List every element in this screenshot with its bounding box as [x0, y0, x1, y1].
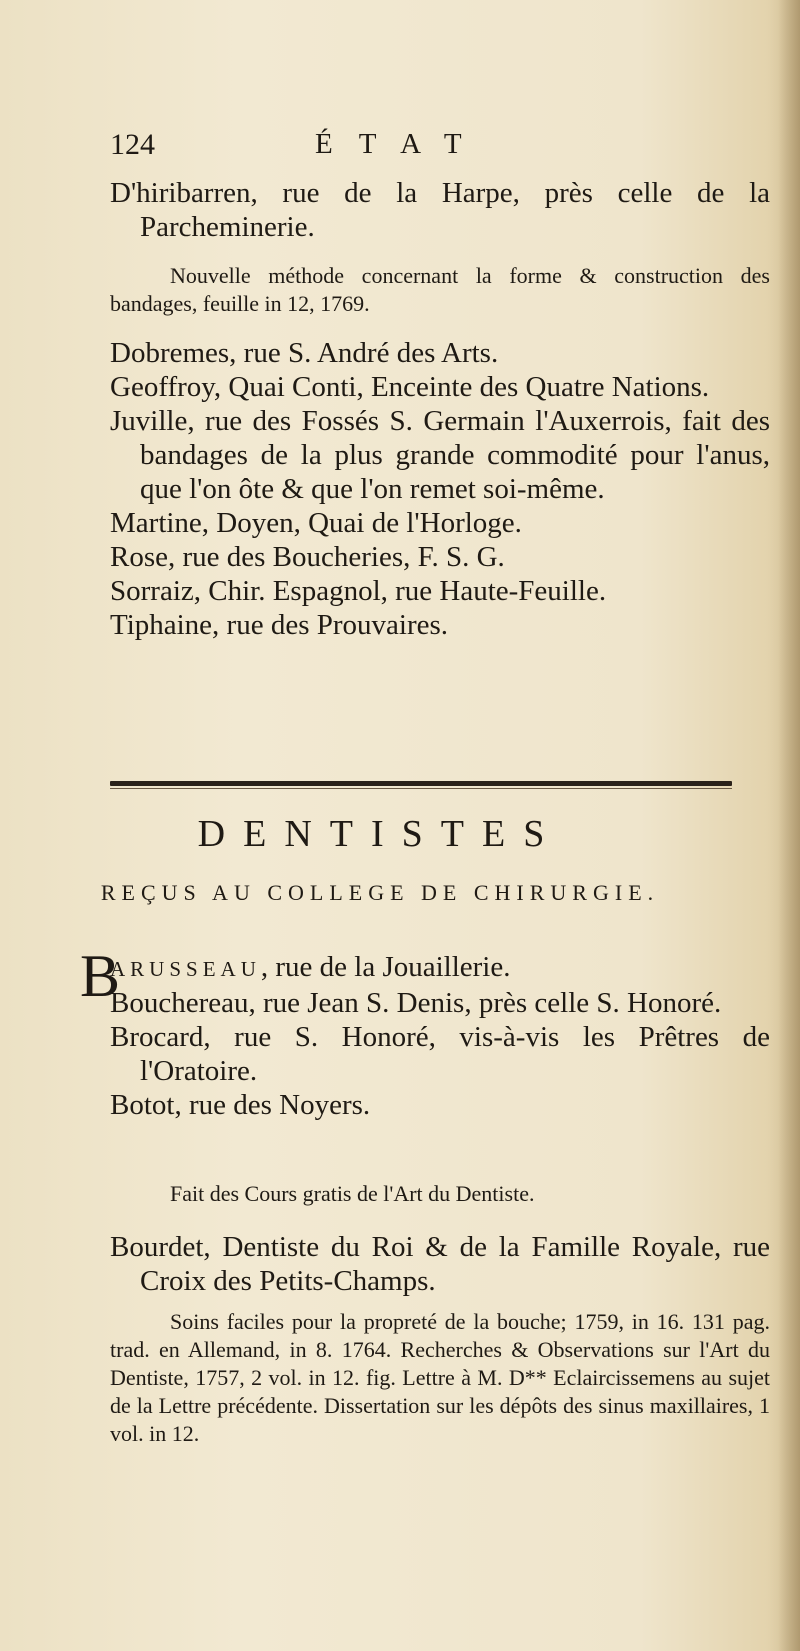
entry-bouchereau: Bouchereau, rue Jean S. Denis, près celle S. Honoré.: [110, 987, 722, 1019]
page-header: [110, 128, 730, 168]
entry-list-dentistes: [80, 943, 770, 1122]
entry-juville: Juville, rue des Fossés S. Germain l'Auxerrois, fait des bandages de la plus grande commodité pour l'anus, que l'on ôte & que l'on remet soi-même.: [110, 405, 770, 505]
note-botot: Fait des Cours gratis de l'Art du Dentiste.: [170, 1181, 535, 1206]
page-number: 124: [110, 128, 155, 161]
entry-dhiribarren: D'hiribarren, rue de la Harpe, près celle de la Parcheminerie.: [110, 177, 770, 243]
entry-bourdet: Bourdet, Dentiste du Roi & de la Famille Royale, rue Croix des Petits-Champs.: [110, 1231, 770, 1297]
page-gutter-shadow: [778, 0, 800, 1651]
entry-dobremes: Dobremes, rue S. André des Arts.: [110, 337, 499, 369]
barusseau-smallcaps: ARUSSEAU: [110, 957, 261, 981]
section-divider-thin-rule: [110, 788, 732, 789]
barusseau-address: , rue de la Jouaillerie.: [260, 951, 511, 983]
section-divider-rule: [110, 781, 732, 786]
entry-geoffroy: Geoffroy, Quai Conti, Enceinte des Quatre Nations.: [110, 371, 710, 403]
entry-brocard: Brocard, rue S. Honoré, vis-à-vis les Prêtres de l'Oratoire.: [110, 1021, 770, 1087]
note-bourdet: Soins faciles pour la propreté de la bouche; 1759, in 16. 131 pag. trad. en Allemand, in 8. 1764. Recherches & Observations sur l'Art du Dentiste, 1757, 2 vol. in 12. fig. Lettre à M. D** Eclaircissemens au sujet de la Lettre précédente. Dissertation sur les dépôts des sinus maxillaires, 1 vol. in 12.: [110, 1309, 770, 1446]
note-bandages: Nouvelle méthode concernant la forme & construction des bandages, feuille in 12, 1769.: [110, 263, 770, 316]
section-title: DENTISTES: [197, 813, 563, 855]
entry-martine: Martine, Doyen, Quai de l'Horloge.: [110, 507, 522, 539]
entry-list-section1: [110, 336, 770, 642]
entry-tiphaine: Tiphaine, rue des Prouvaires.: [110, 609, 449, 641]
section-subtitle: REÇUS AU COLLEGE DE CHIRURGIE.: [100, 880, 660, 905]
running-head: ÉTAT: [315, 128, 488, 160]
entry-botot: Botot, rue des Noyers.: [110, 1089, 371, 1121]
dropcap-letter: B: [80, 943, 121, 1009]
entry-sorraiz: Sorraiz, Chir. Espagnol, rue Haute-Feuille.: [110, 575, 607, 607]
entry-rose: Rose, rue des Boucheries, F. S. G.: [110, 541, 505, 573]
